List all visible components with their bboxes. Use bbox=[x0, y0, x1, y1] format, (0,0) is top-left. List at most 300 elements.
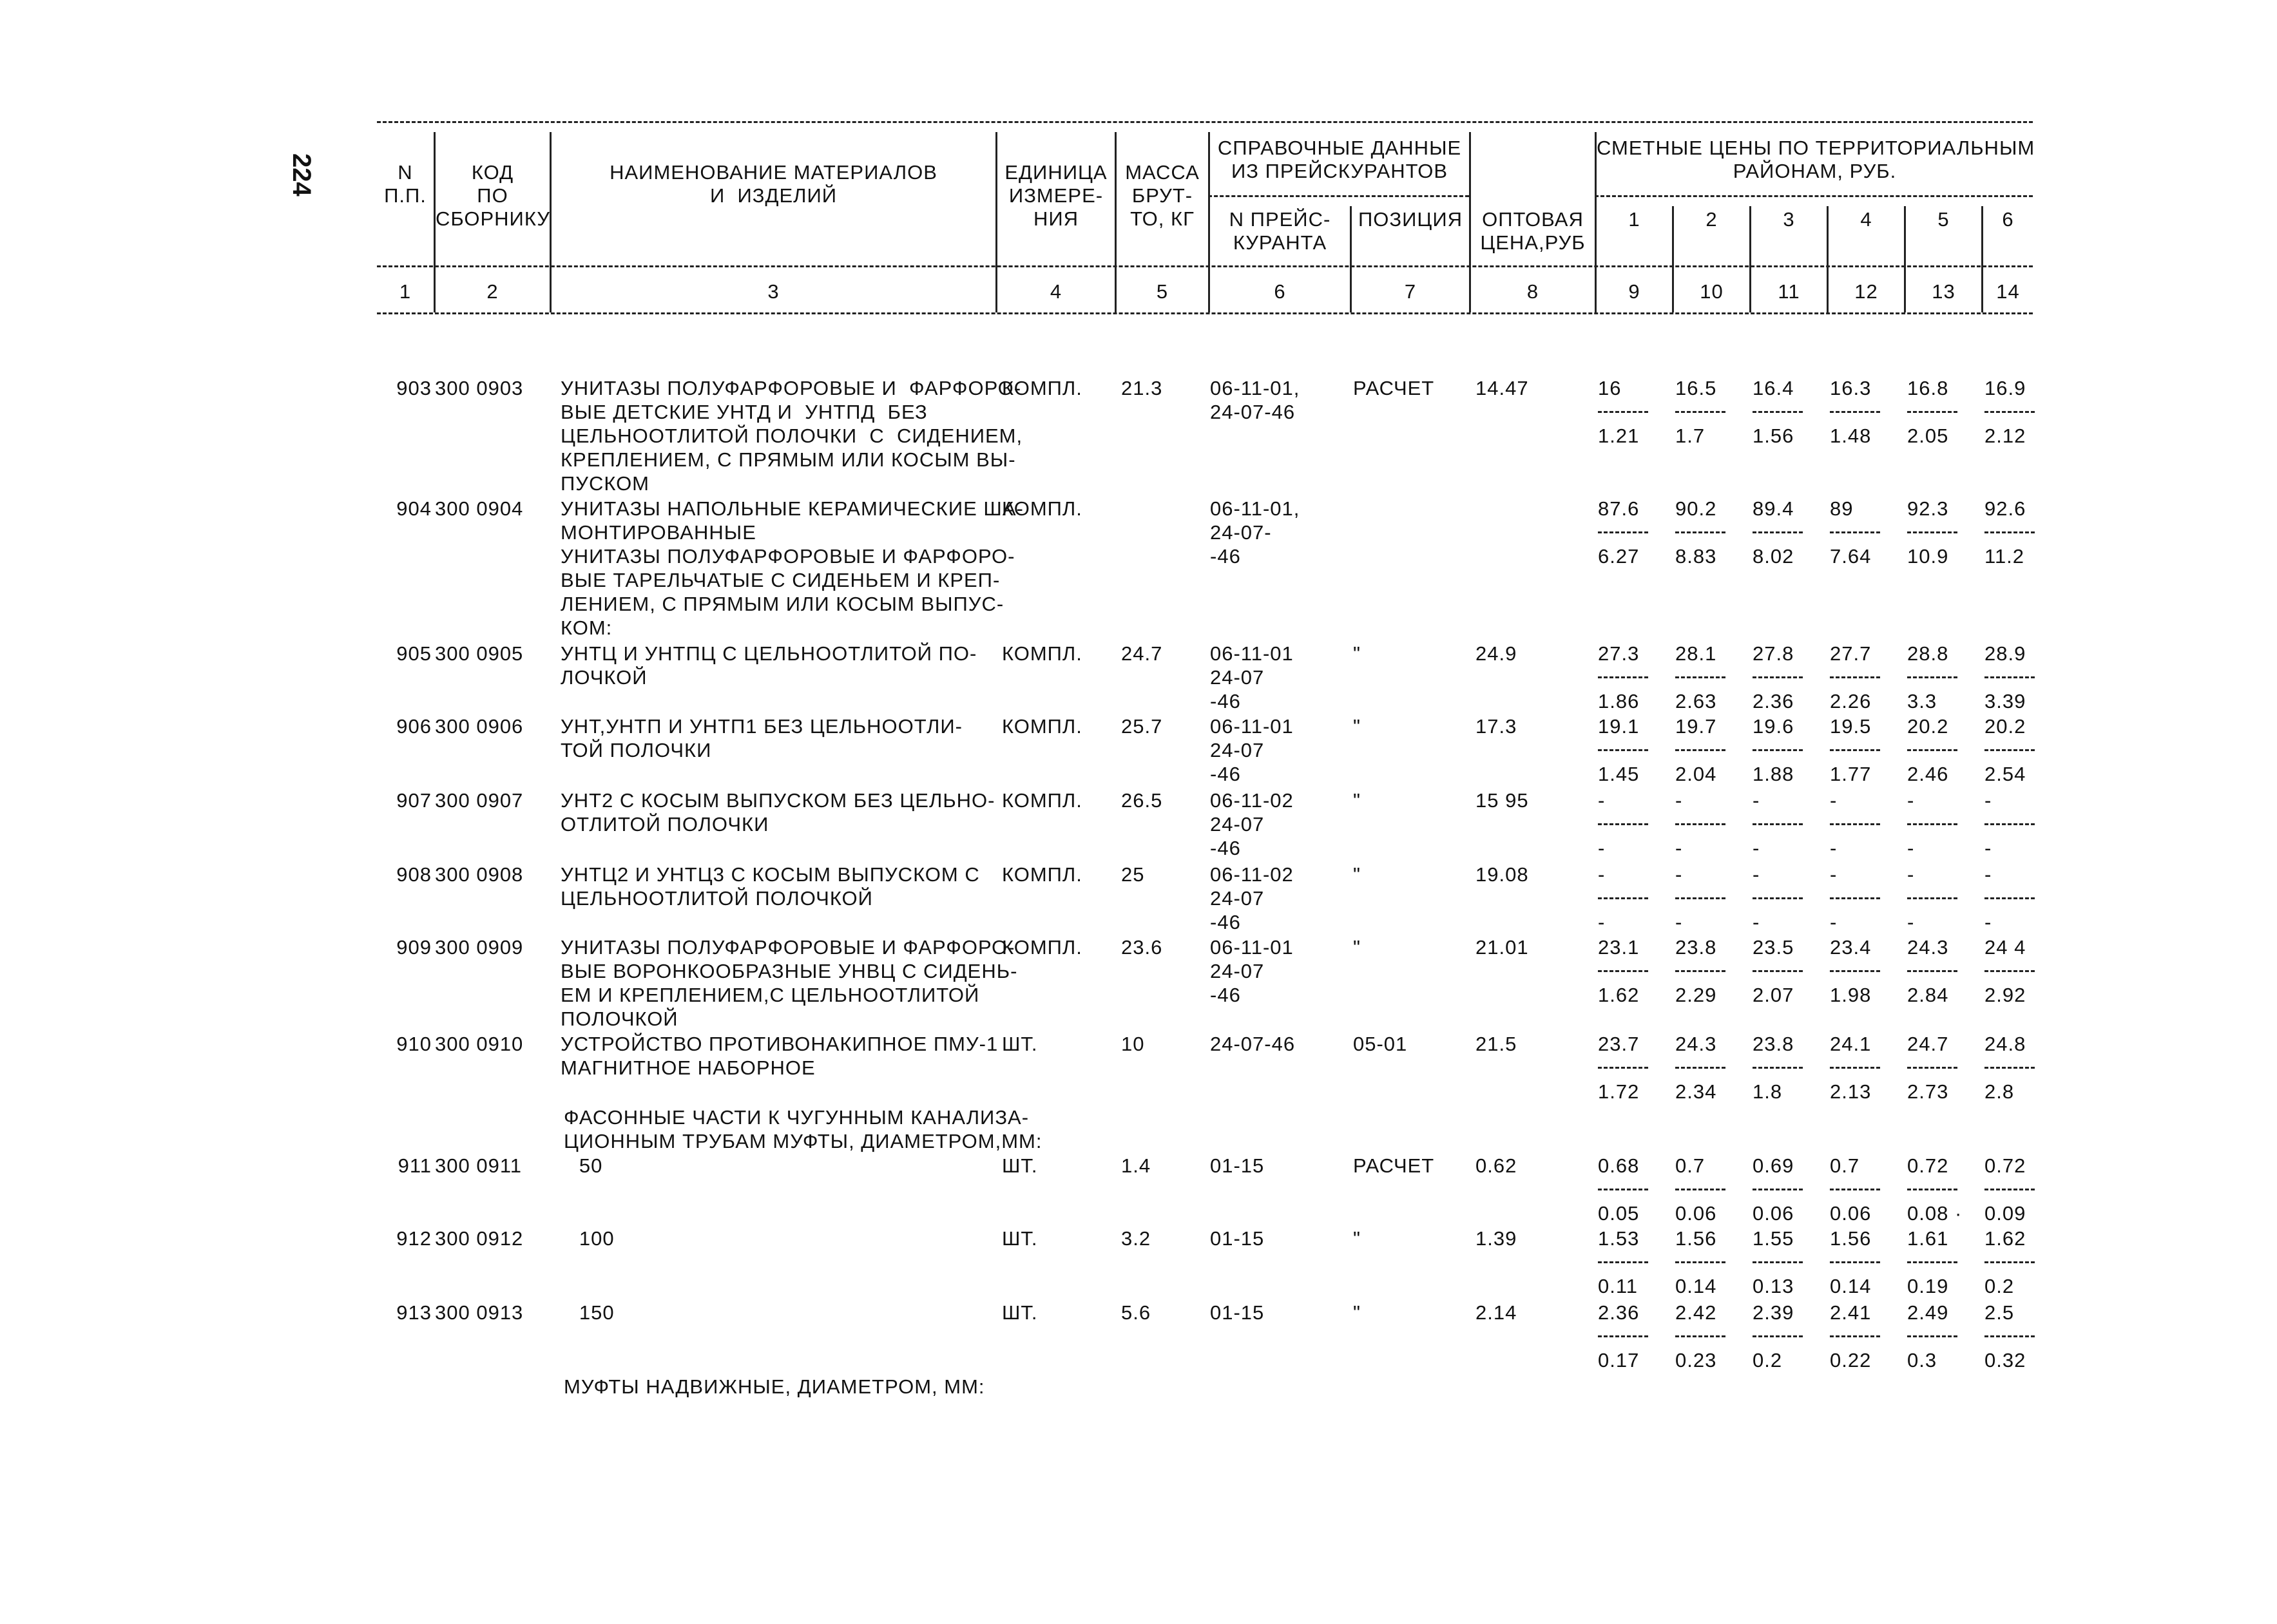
region-price-bottom: 0.09 bbox=[1984, 1202, 2026, 1225]
fraction-rule bbox=[1830, 1261, 1880, 1263]
region-price-bottom: - bbox=[1675, 837, 1683, 859]
row-wholesale-price: 2.14 bbox=[1475, 1301, 1517, 1324]
region-price-bottom: - bbox=[1984, 911, 1992, 933]
region-price-bottom: 1.86 bbox=[1598, 690, 1640, 712]
fraction-rule bbox=[1753, 1189, 1803, 1190]
region-price-top: 16.9 bbox=[1984, 377, 2026, 399]
region-price-bottom: 0.2 bbox=[1984, 1275, 2015, 1297]
region-price-bottom: 1.48 bbox=[1830, 425, 1872, 447]
row-name-line: МУФТЫ НАДВИЖНЫЕ, ДИАМЕТРОМ, ММ: bbox=[564, 1375, 985, 1398]
colnum-1: 1 bbox=[399, 280, 412, 303]
row-name-line: МОНТИРОВАННЫЕ bbox=[561, 521, 756, 544]
region-price-top: 0.68 bbox=[1598, 1154, 1640, 1177]
region-price-bottom: 3.3 bbox=[1907, 690, 1937, 712]
fraction-rule bbox=[1598, 823, 1648, 825]
region-price-top: 16 bbox=[1598, 377, 1622, 399]
row-unit: КОМПЛ. bbox=[1002, 715, 1082, 738]
region-price-top: 2.39 bbox=[1753, 1301, 1794, 1324]
region-price-bottom: 2.54 bbox=[1984, 763, 2026, 785]
fraction-rule bbox=[1598, 1189, 1648, 1190]
region-price-top: 2.42 bbox=[1675, 1301, 1717, 1324]
row-wholesale-price: 21.5 bbox=[1475, 1033, 1517, 1055]
region-price-top: 1.56 bbox=[1675, 1227, 1717, 1250]
fraction-rule bbox=[1907, 749, 1957, 751]
row-position: " bbox=[1353, 789, 1361, 812]
row-name-line: ЦЕЛЬНООТЛИТОЙ ПОЛОЧКОЙ bbox=[561, 887, 873, 910]
row-name-line: УНТЦ И УНТПЦ С ЦЕЛЬНООТЛИТОЙ ПО- bbox=[561, 642, 977, 665]
region-price-bottom: 2.13 bbox=[1830, 1080, 1872, 1103]
fraction-rule bbox=[1907, 1261, 1957, 1263]
header-region-4: 4 bbox=[1860, 208, 1872, 231]
region-price-top: 24.3 bbox=[1907, 936, 1949, 959]
colnum-5: 5 bbox=[1156, 280, 1169, 303]
row-name-line: КОМ: bbox=[561, 616, 613, 639]
colnum-11: 11 bbox=[1778, 280, 1800, 303]
row-unit: ШТ. bbox=[1002, 1227, 1038, 1250]
region-price-bottom: - bbox=[1598, 911, 1606, 933]
region-price-top: - bbox=[1984, 863, 1992, 886]
region-price-top: - bbox=[1598, 789, 1606, 812]
row-number: 904 bbox=[396, 497, 432, 520]
region-price-top: 0.7 bbox=[1675, 1154, 1705, 1177]
region-price-bottom: 2.63 bbox=[1675, 690, 1717, 712]
header-region-6: 6 bbox=[2002, 208, 2014, 231]
fraction-rule bbox=[1830, 1067, 1880, 1069]
region-price-bottom: 0.06 bbox=[1753, 1202, 1794, 1225]
row-name-line: УНИТАЗЫ ПОЛУФАРФОРОВЫЕ И ФАРФОРО- bbox=[561, 936, 1015, 959]
row-name-line: КРЕПЛЕНИЕМ, С ПРЯМЫМ ИЛИ КОСЫМ ВЫ- bbox=[561, 448, 1016, 471]
fraction-rule bbox=[1675, 1335, 1725, 1337]
region-price-top: 16.8 bbox=[1907, 377, 1949, 399]
row-wholesale-price: 21.01 bbox=[1475, 936, 1529, 959]
colnum-12: 12 bbox=[1854, 280, 1878, 303]
region-price-bottom: 6.27 bbox=[1598, 545, 1640, 568]
region-price-top: 0.72 bbox=[1907, 1154, 1949, 1177]
region-price-top: - bbox=[1907, 789, 1915, 812]
region-price-bottom: 0.3 bbox=[1907, 1349, 1937, 1371]
fraction-rule bbox=[1907, 823, 1957, 825]
fraction-rule bbox=[1830, 1189, 1880, 1190]
row-pricelist-line: 24-07-46 bbox=[1210, 401, 1296, 423]
region-price-bottom: 2.04 bbox=[1675, 763, 1717, 785]
region-price-top: - bbox=[1675, 789, 1683, 812]
header-rule-reference bbox=[1208, 195, 1469, 197]
header-region-5: 5 bbox=[1937, 208, 1950, 231]
fraction-rule bbox=[1675, 749, 1725, 751]
header-bottom-rule bbox=[377, 312, 2033, 314]
row-pricelist-line: -46 bbox=[1210, 545, 1241, 568]
fraction-rule bbox=[1907, 1335, 1957, 1337]
region-price-bottom: 2.29 bbox=[1675, 984, 1717, 1006]
region-price-top: 28.1 bbox=[1675, 642, 1717, 665]
region-price-bottom: 2.92 bbox=[1984, 984, 2026, 1006]
region-price-bottom: 2.34 bbox=[1675, 1080, 1717, 1103]
region-price-bottom: 1.62 bbox=[1598, 984, 1640, 1006]
row-number: 913 bbox=[396, 1301, 432, 1324]
region-price-bottom: 0.06 bbox=[1675, 1202, 1717, 1225]
row-unit: КОМПЛ. bbox=[1002, 863, 1082, 886]
region-price-top: 16.3 bbox=[1830, 377, 1872, 399]
region-price-top: 89.4 bbox=[1753, 497, 1794, 520]
region-price-top: 27.7 bbox=[1830, 642, 1872, 665]
fraction-rule bbox=[1830, 749, 1880, 751]
header-reference: СПРАВОЧНЫЕ ДАННЫЕ ИЗ ПРЕЙСКУРАНТОВ bbox=[1217, 137, 1462, 182]
region-price-top: 0.7 bbox=[1830, 1154, 1860, 1177]
row-name-line: 50 bbox=[561, 1154, 603, 1177]
header-col-5: МАССА БРУТ- ТО, КГ bbox=[1125, 161, 1200, 230]
row-number: 903 bbox=[396, 377, 432, 399]
fraction-rule bbox=[1753, 749, 1803, 751]
region-price-bottom: 1.88 bbox=[1753, 763, 1794, 785]
row-wholesale-price: 17.3 bbox=[1475, 715, 1517, 738]
region-price-bottom: - bbox=[1984, 837, 1992, 859]
row-mass: 23.6 bbox=[1121, 936, 1163, 959]
region-price-top: 28.9 bbox=[1984, 642, 2026, 665]
region-price-top: 0.72 bbox=[1984, 1154, 2026, 1177]
row-position: РАСЧЕТ bbox=[1353, 1154, 1435, 1177]
row-name-line: ЛЕНИЕМ, С ПРЯМЫМ ИЛИ КОСЫМ ВЫПУС- bbox=[561, 593, 1004, 615]
region-price-top: 16.4 bbox=[1753, 377, 1794, 399]
region-price-bottom: - bbox=[1753, 911, 1760, 933]
row-unit: КОМПЛ. bbox=[1002, 936, 1082, 959]
row-unit: КОМПЛ. bbox=[1002, 377, 1082, 399]
region-price-bottom: 11.2 bbox=[1984, 545, 2025, 568]
colnum-3: 3 bbox=[767, 280, 780, 303]
region-price-bottom: - bbox=[1830, 837, 1838, 859]
region-price-top: 28.8 bbox=[1907, 642, 1949, 665]
region-price-bottom: 2.36 bbox=[1753, 690, 1794, 712]
header-col-3: НАИМЕНОВАНИЕ МАТЕРИАЛОВ И ИЗДЕЛИЙ bbox=[610, 161, 937, 207]
fraction-rule bbox=[1984, 897, 2035, 899]
row-pricelist-line: -46 bbox=[1210, 763, 1241, 785]
region-price-top: 2.49 bbox=[1907, 1301, 1949, 1324]
row-pricelist-line: 06-11-01, bbox=[1210, 497, 1300, 520]
row-unit: КОМПЛ. bbox=[1002, 497, 1082, 520]
row-number: 905 bbox=[396, 642, 432, 665]
region-price-bottom: 2.8 bbox=[1984, 1080, 2015, 1103]
region-price-top: 92.6 bbox=[1984, 497, 2026, 520]
region-price-bottom: 0.06 bbox=[1830, 1202, 1872, 1225]
fraction-rule bbox=[1598, 1067, 1648, 1069]
row-name-line: ВЫЕ ДЕТСКИЕ УНТД И УНТПД БЕЗ bbox=[561, 401, 928, 423]
fraction-rule bbox=[1675, 897, 1725, 899]
region-price-top: 1.56 bbox=[1830, 1227, 1872, 1250]
row-pricelist-line: 06-11-01 bbox=[1210, 642, 1294, 665]
region-price-bottom: 0.32 bbox=[1984, 1349, 2026, 1371]
header-col-7: ПОЗИЦИЯ bbox=[1358, 208, 1463, 231]
row-code: 300 0906 bbox=[435, 715, 524, 738]
row-name-line: УСТРОЙСТВО ПРОТИВОНАКИПНОЕ ПМУ-1 bbox=[561, 1033, 999, 1055]
fraction-rule bbox=[1830, 823, 1880, 825]
region-price-bottom: - bbox=[1830, 911, 1838, 933]
fraction-rule bbox=[1598, 970, 1648, 972]
row-unit: ШТ. bbox=[1002, 1154, 1038, 1177]
fraction-rule bbox=[1753, 897, 1803, 899]
region-price-bottom: 0.22 bbox=[1830, 1349, 1872, 1371]
row-number: 912 bbox=[396, 1227, 432, 1250]
fraction-rule bbox=[1907, 897, 1957, 899]
fraction-rule bbox=[1984, 970, 2035, 972]
header-top-rule bbox=[377, 121, 2033, 123]
row-code: 300 0913 bbox=[435, 1301, 524, 1324]
fraction-rule bbox=[1753, 1261, 1803, 1263]
row-mass: 1.4 bbox=[1121, 1154, 1151, 1177]
colnum-9: 9 bbox=[1628, 280, 1640, 303]
region-price-bottom: 2.26 bbox=[1830, 690, 1872, 712]
region-price-bottom: 0.14 bbox=[1675, 1275, 1717, 1297]
colnum-8: 8 bbox=[1526, 280, 1539, 303]
region-price-bottom: - bbox=[1598, 837, 1606, 859]
row-code: 300 0908 bbox=[435, 863, 524, 886]
row-pricelist-line: 24-07 bbox=[1210, 666, 1265, 689]
header-region-2: 2 bbox=[1705, 208, 1718, 231]
fraction-rule bbox=[1830, 970, 1880, 972]
row-number: 909 bbox=[396, 936, 432, 959]
region-price-top: - bbox=[1753, 789, 1760, 812]
row-pricelist-line: 01-15 bbox=[1210, 1227, 1265, 1250]
header-prices: СМЕТНЫЕ ЦЕНЫ ПО ТЕРРИТОРИАЛЬНЫМ РАЙОНАМ, РУБ. bbox=[1597, 137, 2035, 182]
row-name-line: УНИТАЗЫ ПОЛУФАРФОРОВЫЕ И ФАРФОРО- bbox=[561, 545, 1015, 568]
region-price-top: - bbox=[1598, 863, 1606, 886]
region-price-bottom: - bbox=[1753, 837, 1760, 859]
row-name-line: ТОЙ ПОЛОЧКИ bbox=[561, 739, 712, 761]
fraction-rule bbox=[1598, 531, 1648, 533]
row-code: 300 0909 bbox=[435, 936, 524, 959]
row-mass: 5.6 bbox=[1121, 1301, 1151, 1324]
region-price-top: 90.2 bbox=[1675, 497, 1717, 520]
fraction-rule bbox=[1675, 1067, 1725, 1069]
row-unit: КОМПЛ. bbox=[1002, 789, 1082, 812]
region-price-bottom: 0.2 bbox=[1753, 1349, 1783, 1371]
row-mass: 10 bbox=[1121, 1033, 1145, 1055]
region-price-top: 1.53 bbox=[1598, 1227, 1640, 1250]
row-code: 300 0907 bbox=[435, 789, 524, 812]
row-name-line: 150 bbox=[561, 1301, 615, 1324]
row-name-line: ФАСОННЫЕ ЧАСТИ К ЧУГУННЫМ КАНАЛИЗА- bbox=[564, 1106, 1030, 1129]
row-pricelist-line: 06-11-02 bbox=[1210, 789, 1294, 812]
region-price-bottom: 7.64 bbox=[1830, 545, 1872, 568]
fraction-rule bbox=[1598, 897, 1648, 899]
region-price-top: 24.1 bbox=[1830, 1033, 1872, 1055]
fraction-rule bbox=[1675, 411, 1725, 413]
row-mass: 24.7 bbox=[1121, 642, 1163, 665]
fraction-rule bbox=[1907, 531, 1957, 533]
row-pricelist-line: 24-07 bbox=[1210, 887, 1265, 910]
region-price-bottom: 0.05 bbox=[1598, 1202, 1640, 1225]
header-mid-rule bbox=[377, 265, 2033, 267]
row-name-line: ОТЛИТОЙ ПОЛОЧКИ bbox=[561, 813, 769, 836]
fraction-rule bbox=[1753, 531, 1803, 533]
fraction-rule bbox=[1753, 1335, 1803, 1337]
row-pricelist-line: 01-15 bbox=[1210, 1154, 1265, 1177]
row-number: 911 bbox=[398, 1154, 432, 1177]
region-price-bottom: 8.02 bbox=[1753, 545, 1794, 568]
region-price-top: 23.5 bbox=[1753, 936, 1794, 959]
row-pricelist-line: 01-15 bbox=[1210, 1301, 1265, 1324]
row-mass: 25 bbox=[1121, 863, 1145, 886]
region-price-bottom: 0.19 bbox=[1907, 1275, 1949, 1297]
region-price-bottom: 0.13 bbox=[1753, 1275, 1794, 1297]
region-price-top: 27.3 bbox=[1598, 642, 1640, 665]
row-pricelist-line: 24-07 bbox=[1210, 960, 1265, 982]
region-price-bottom: - bbox=[1675, 911, 1683, 933]
row-name-line: ЦЕЛЬНООТЛИТОЙ ПОЛОЧКИ С СИДЕНИЕМ, bbox=[561, 425, 1023, 447]
region-price-bottom: 3.39 bbox=[1984, 690, 2026, 712]
fraction-rule bbox=[1675, 1261, 1725, 1263]
row-name-line: УНТЦ2 И УНТЦ3 С КОСЫМ ВЫПУСКОМ С bbox=[561, 863, 980, 886]
fraction-rule bbox=[1675, 1189, 1725, 1190]
row-name-line: ВЫЕ ВОРОНКООБРАЗНЫЕ УНВЦ С СИДЕНЬ- bbox=[561, 960, 1018, 982]
row-position: " bbox=[1353, 936, 1361, 959]
row-unit: ШТ. bbox=[1002, 1301, 1038, 1324]
region-price-top: 92.3 bbox=[1907, 497, 1949, 520]
region-price-bottom: 0.11 bbox=[1598, 1275, 1638, 1297]
row-number: 910 bbox=[396, 1033, 432, 1055]
colnum-2: 2 bbox=[486, 280, 499, 303]
header-region-3: 3 bbox=[1783, 208, 1795, 231]
row-wholesale-price: 1.39 bbox=[1475, 1227, 1517, 1250]
region-price-top: 19.6 bbox=[1753, 715, 1794, 738]
row-mass: 3.2 bbox=[1121, 1227, 1151, 1250]
region-price-top: 20.2 bbox=[1984, 715, 2026, 738]
region-price-top: 23.4 bbox=[1830, 936, 1872, 959]
region-price-top: 24 4 bbox=[1984, 936, 2026, 959]
header-col-1: N П.П. bbox=[384, 161, 427, 207]
row-code: 300 0905 bbox=[435, 642, 524, 665]
fraction-rule bbox=[1984, 531, 2035, 533]
region-price-top: 16.5 bbox=[1675, 377, 1717, 399]
region-price-top: 19.7 bbox=[1675, 715, 1717, 738]
region-price-top: 23.1 bbox=[1598, 936, 1640, 959]
row-name-line: ПУСКОМ bbox=[561, 472, 650, 495]
region-price-top: 87.6 bbox=[1598, 497, 1640, 520]
colnum-6: 6 bbox=[1274, 280, 1286, 303]
fraction-rule bbox=[1753, 823, 1803, 825]
fraction-rule bbox=[1675, 823, 1725, 825]
fraction-rule bbox=[1675, 970, 1725, 972]
header-col-2: КОД ПО СБОРНИКУ bbox=[436, 161, 550, 230]
row-pricelist-line: 24-07 bbox=[1210, 739, 1265, 761]
row-wholesale-price: 14.47 bbox=[1475, 377, 1529, 399]
row-position: 05-01 bbox=[1353, 1033, 1408, 1055]
fraction-rule bbox=[1598, 411, 1648, 413]
region-price-bottom: - bbox=[1907, 837, 1915, 859]
region-price-top: 23.7 bbox=[1598, 1033, 1640, 1055]
row-wholesale-price: 0.62 bbox=[1475, 1154, 1517, 1177]
row-wholesale-price: 19.08 bbox=[1475, 863, 1529, 886]
fraction-rule bbox=[1984, 1189, 2035, 1190]
region-price-bottom: 1.21 bbox=[1598, 425, 1640, 447]
row-pricelist-line: 24-07 bbox=[1210, 813, 1265, 836]
row-pricelist-line: 06-11-02 bbox=[1210, 863, 1294, 886]
row-number: 906 bbox=[396, 715, 432, 738]
fraction-rule bbox=[1753, 970, 1803, 972]
row-mass: 26.5 bbox=[1121, 789, 1163, 812]
region-price-top: 2.5 bbox=[1984, 1301, 2015, 1324]
row-name-line: УНТ,УНТП И УНТП1 БЕЗ ЦЕЛЬНООТЛИ- bbox=[561, 715, 963, 738]
region-price-bottom: 1.98 bbox=[1830, 984, 1872, 1006]
fraction-rule bbox=[1984, 749, 2035, 751]
row-wholesale-price: 15 95 bbox=[1475, 789, 1529, 812]
fraction-rule bbox=[1830, 1335, 1880, 1337]
region-price-top: 2.36 bbox=[1598, 1301, 1640, 1324]
fraction-rule bbox=[1598, 676, 1648, 678]
fraction-rule bbox=[1830, 411, 1880, 413]
row-name-line: УНИТАЗЫ НАПОЛЬНЫЕ КЕРАМИЧЕСКИЕ ША- bbox=[561, 497, 1024, 520]
row-pricelist-line: -46 bbox=[1210, 911, 1241, 933]
region-price-top: 23.8 bbox=[1675, 936, 1717, 959]
row-unit: ШТ. bbox=[1002, 1033, 1038, 1055]
fraction-rule bbox=[1598, 1335, 1648, 1337]
region-price-top: 23.8 bbox=[1753, 1033, 1794, 1055]
page-number: 224 bbox=[287, 153, 316, 196]
fraction-rule bbox=[1907, 1189, 1957, 1190]
row-code: 300 0911 bbox=[435, 1154, 522, 1177]
region-price-top: - bbox=[1907, 863, 1915, 886]
fraction-rule bbox=[1830, 531, 1880, 533]
region-price-top: 27.8 bbox=[1753, 642, 1794, 665]
row-name-line: УНИТАЗЫ ПОЛУФАРФОРОВЫЕ И ФАРФОРО- bbox=[561, 377, 1022, 399]
region-price-bottom: 2.05 bbox=[1907, 425, 1949, 447]
region-price-top: 89 bbox=[1830, 497, 1854, 520]
region-price-top: 20.2 bbox=[1907, 715, 1949, 738]
region-price-top: 24.7 bbox=[1907, 1033, 1949, 1055]
region-price-top: - bbox=[1830, 789, 1838, 812]
row-pricelist-line: 06-11-01 bbox=[1210, 936, 1294, 959]
header-col-8: ОПТОВАЯ ЦЕНА,РУБ bbox=[1480, 208, 1586, 254]
fraction-rule bbox=[1830, 676, 1880, 678]
region-price-bottom: 1.7 bbox=[1675, 425, 1705, 447]
row-name-line: ЕМ И КРЕПЛЕНИЕМ,С ЦЕЛЬНООТЛИТОЙ bbox=[561, 984, 980, 1006]
colnum-14: 14 bbox=[1996, 280, 2020, 303]
region-price-bottom: 1.77 bbox=[1830, 763, 1872, 785]
row-position: РАСЧЕТ bbox=[1353, 377, 1435, 399]
fraction-rule bbox=[1753, 411, 1803, 413]
fraction-rule bbox=[1984, 823, 2035, 825]
header-rule-prices bbox=[1595, 195, 2033, 197]
row-wholesale-price: 24.9 bbox=[1475, 642, 1517, 665]
region-price-bottom: 2.07 bbox=[1753, 984, 1794, 1006]
region-price-bottom: - bbox=[1907, 911, 1915, 933]
region-price-bottom: 8.83 bbox=[1675, 545, 1717, 568]
row-mass: 25.7 bbox=[1121, 715, 1163, 738]
row-name-line: 100 bbox=[561, 1227, 615, 1250]
colnum-7: 7 bbox=[1404, 280, 1417, 303]
region-price-top: 0.69 bbox=[1753, 1154, 1794, 1177]
row-name-line: ПОЛОЧКОЙ bbox=[561, 1008, 678, 1030]
region-price-top: - bbox=[1984, 789, 1992, 812]
region-price-bottom: 2.73 bbox=[1907, 1080, 1949, 1103]
region-price-bottom: 2.84 bbox=[1907, 984, 1949, 1006]
row-name-line: ЛОЧКОЙ bbox=[561, 666, 648, 689]
row-code: 300 0903 bbox=[435, 377, 524, 399]
fraction-rule bbox=[1598, 1261, 1648, 1263]
fraction-rule bbox=[1907, 411, 1957, 413]
row-position: " bbox=[1353, 715, 1361, 738]
region-price-top: - bbox=[1830, 863, 1838, 886]
row-position: " bbox=[1353, 1227, 1361, 1250]
colnum-10: 10 bbox=[1700, 280, 1724, 303]
row-pricelist-line: 24-07-46 bbox=[1210, 1033, 1296, 1055]
row-name-line: ВЫЕ ТАРЕЛЬЧАТЫЕ С СИДЕНЬЕМ И КРЕП- bbox=[561, 569, 1001, 591]
fraction-rule bbox=[1907, 676, 1957, 678]
row-name-line: МАГНИТНОЕ НАБОРНОЕ bbox=[561, 1056, 816, 1079]
fraction-rule bbox=[1984, 411, 2035, 413]
fraction-rule bbox=[1675, 531, 1725, 533]
region-price-top: - bbox=[1753, 863, 1760, 886]
row-mass: 21.3 bbox=[1121, 377, 1163, 399]
fraction-rule bbox=[1984, 1335, 2035, 1337]
